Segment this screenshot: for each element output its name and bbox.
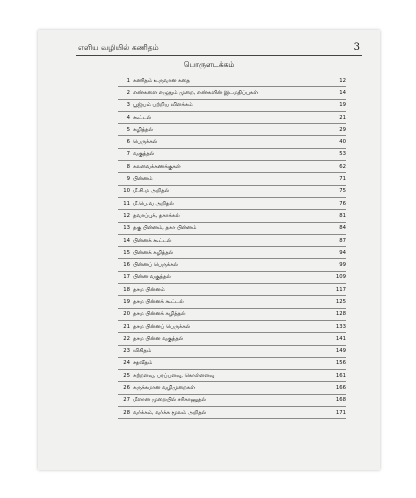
toc-entry-page: 161: [335, 372, 346, 379]
toc-entry-title: எண்களை எழுதும் முறை, எண்களின் இடமதிப்புகள்: [133, 89, 258, 96]
toc-entry-title: வர்க்கம், வர்க்க மூலம் அறிதல்: [133, 409, 207, 416]
toc-entry-page: 19: [339, 102, 346, 109]
toc-entry-title: தசம பின்னம்: [133, 286, 165, 293]
toc-entry-number: 27: [123, 397, 130, 404]
toc-entry-number: 10: [123, 188, 130, 195]
toc-entry-title: தசம பின்னக் கூட்டல்: [133, 298, 184, 305]
toc-entry-title: பெருக்கல்: [133, 139, 158, 146]
toc-entry-title: மீளான முறையில் சரிகாணுதல்: [133, 397, 206, 404]
toc-entry-number: 25: [123, 372, 130, 379]
toc-entry: [118, 136, 346, 148]
toc-entry: [118, 333, 346, 345]
toc-entry-page: 109: [335, 274, 346, 281]
toc-entry-page: 14: [339, 89, 346, 96]
toc-entry-title: கணிதம் உருவான கதை: [133, 77, 190, 84]
toc-entry-page: 133: [335, 323, 346, 330]
toc-entry: [118, 198, 346, 210]
running-title: எளிய வழியில் கணிதம்: [78, 43, 159, 52]
toc-entry: [118, 161, 346, 173]
toc-entry-title: தவாப்புக், தகாக்கல்: [133, 212, 180, 219]
toc-entry: [118, 284, 346, 296]
toc-entry-number: 23: [123, 348, 130, 355]
toc-entry-title: சுற்றளவு, பரப்பளவு, கொள்ளளவு: [133, 372, 215, 379]
toc-title: பொருளடக்கம்: [183, 60, 235, 69]
toc-entry-page: 21: [339, 114, 346, 121]
toc-entry-page: 128: [335, 311, 346, 318]
toc-entry: [118, 358, 346, 370]
toc-entry-number: 8: [126, 163, 130, 170]
toc-entry: [118, 149, 346, 161]
toc-entry-title: பின்னம்: [133, 176, 153, 183]
toc-entry-page: 171: [335, 409, 346, 416]
toc-entry-title: பின்ன வகுத்தல்: [133, 274, 171, 281]
toc-entry-number: 6: [126, 139, 130, 146]
toc-entry: [118, 186, 346, 198]
toc-entry-title: பின்னக் கழித்தல்: [133, 249, 174, 256]
toc-entry-page: 76: [339, 200, 346, 207]
toc-entry-number: 11: [123, 200, 130, 207]
toc-entry-title: பூஜ்யம் பற்றிய விளக்கம்: [133, 102, 193, 109]
toc-entry-title: தசம பின்ன வகுத்தல்: [133, 335, 184, 342]
toc-entry-title: சுருக்கமான வழிமுறைகள்: [133, 385, 195, 392]
toc-entry-number: 13: [123, 225, 130, 232]
toc-entry: [118, 124, 346, 136]
toc-entry-number: 2: [126, 89, 130, 96]
toc-entry: [118, 309, 346, 321]
toc-entry-title: கூட்டல்: [133, 114, 152, 121]
toc-entry-title: தசம பின்னக் கழித்தல்: [133, 311, 186, 318]
toc-entry-number: 5: [126, 126, 130, 133]
toc-entry-number: 16: [123, 262, 130, 269]
toc-entry: [118, 235, 346, 247]
toc-entry-title: வகுத்தல்: [133, 151, 155, 158]
toc-entry: [118, 407, 346, 419]
toc-entry-number: 17: [123, 274, 130, 281]
toc-entry-number: 12: [123, 212, 130, 219]
toc-entry-title: மீ.பெ.வ அறிதல்: [133, 200, 174, 207]
toc-entry-number: 7: [126, 151, 130, 158]
toc-entry-number: 3: [126, 102, 130, 109]
book-page: [38, 30, 380, 470]
toc-entry-page: 94: [339, 249, 346, 256]
toc-entry: [118, 370, 346, 382]
toc-entry-title: கழித்தல்: [133, 126, 153, 133]
toc-entry-page: 29: [339, 126, 346, 133]
toc-entry-number: 4: [126, 114, 130, 121]
toc-entry: [118, 247, 346, 259]
toc-entry-page: 125: [335, 298, 346, 305]
toc-entry: [118, 75, 346, 87]
toc-entry-number: 15: [123, 249, 130, 256]
toc-entry: [118, 321, 346, 333]
page-number: 3: [353, 42, 360, 53]
toc-entry: [118, 112, 346, 124]
toc-entry: [118, 259, 346, 271]
toc-entry: [118, 296, 346, 308]
toc-entry-title: கலவைக்கணக்குகள்: [133, 163, 181, 170]
toc-entry: [118, 382, 346, 394]
toc-entry-number: 24: [123, 360, 130, 367]
toc-entry-page: 71: [339, 176, 346, 183]
toc-entry-page: 99: [339, 262, 346, 269]
toc-entry-page: 149: [335, 348, 346, 355]
toc-entry-page: 84: [339, 225, 346, 232]
toc-entry-title: தசம பின்னப் பெருக்கல்: [133, 323, 191, 330]
toc-entry-title: மீ.சி.ம அறிதல்: [133, 188, 170, 195]
toc-entry-title: சதவீதம்: [133, 360, 153, 367]
toc-entry-page: 81: [339, 212, 346, 219]
toc-entry-number: 26: [123, 385, 130, 392]
toc-entry-page: 87: [339, 237, 346, 244]
toc-entry-page: 156: [335, 360, 346, 367]
toc-entry-page: 75: [339, 188, 346, 195]
toc-entry-number: 18: [123, 286, 130, 293]
toc-entry: [118, 395, 346, 407]
toc-entry: [118, 223, 346, 235]
toc-entry-number: 21: [123, 323, 130, 330]
toc-entry-page: 53: [339, 151, 346, 158]
toc-entry: [118, 100, 346, 112]
toc-entry-page: 141: [335, 335, 346, 342]
header-rule: [76, 55, 362, 56]
toc-entry-page: 40: [339, 139, 346, 146]
toc-entry-number: 19: [123, 298, 130, 305]
toc-entry-page: 62: [339, 163, 346, 170]
toc-list: [118, 75, 346, 419]
toc-entry-page: 117: [335, 286, 346, 293]
toc-entry-page: 12: [339, 77, 346, 84]
toc-entry-number: 9: [126, 176, 130, 183]
toc-entry: [118, 346, 346, 358]
running-header: [78, 42, 360, 53]
toc-entry: [118, 272, 346, 284]
toc-entry-title: விகிதம்: [133, 348, 152, 355]
toc-entry-number: 14: [123, 237, 130, 244]
toc-entry: [118, 210, 346, 222]
toc-entry-page: 168: [335, 397, 346, 404]
toc-entry-title: பின்னப் பெருக்கல்: [133, 262, 178, 269]
toc-entry-page: 166: [335, 385, 346, 392]
toc-entry: [118, 173, 346, 185]
toc-entry-number: 1: [126, 77, 130, 84]
toc-entry-title: பின்னக் கூட்டல்: [133, 237, 172, 244]
toc-entry-title: தகு பின்னம், தகா பின்னம்: [133, 225, 197, 232]
toc-entry-number: 22: [123, 335, 130, 342]
toc-entry-number: 20: [123, 311, 130, 318]
toc-entry: [118, 87, 346, 99]
toc-entry-number: 28: [123, 409, 130, 416]
